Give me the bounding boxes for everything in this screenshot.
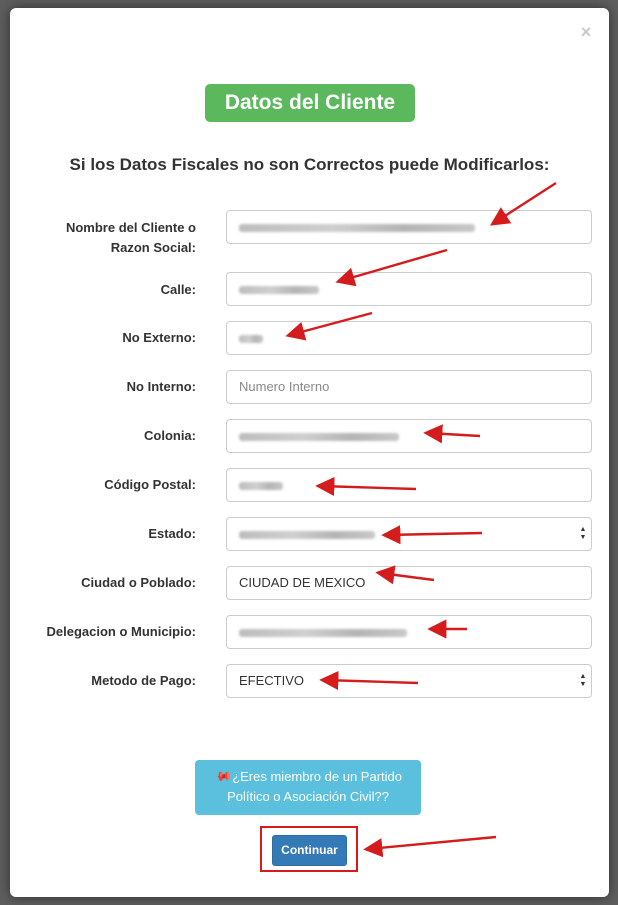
select-caret-icon: ▲ ▼ [579, 673, 587, 688]
client-data-modal [10, 8, 609, 897]
label-no-externo: No Externo: [122, 330, 196, 345]
no-interno-input[interactable] [226, 370, 592, 404]
label-estado: Estado: [148, 526, 196, 541]
delegacion-input[interactable] [226, 615, 592, 649]
ciudad-input[interactable] [226, 566, 592, 600]
label-codigo-postal: Código Postal: [104, 477, 196, 492]
redacted-value [239, 482, 283, 490]
pin-icon: 📌 [211, 765, 234, 788]
party-member-button[interactable] [195, 760, 421, 815]
redacted-value [239, 531, 375, 539]
colonia-input[interactable] [226, 419, 592, 453]
no-interno-placeholder: Numero Interno [239, 379, 330, 394]
redacted-value [239, 433, 399, 441]
label-nombre-line1: Nombre del Cliente o [65, 220, 196, 235]
no-externo-input[interactable] [226, 321, 592, 355]
ciudad-value: CIUDAD DE MEXICO [239, 575, 366, 590]
close-icon[interactable]: × [580, 22, 592, 42]
nombre-input[interactable] [226, 210, 592, 244]
redacted-value [239, 224, 475, 232]
party-button-line2: Político o Asociación Civil?? [227, 789, 389, 804]
redacted-value [239, 286, 319, 294]
modal-title: Datos del Cliente [205, 84, 415, 122]
modal-subtitle: Si los Datos Fiscales no son Correctos puede Modificarlos: [69, 155, 550, 174]
estado-select[interactable] [226, 517, 592, 551]
label-nombre [10, 218, 196, 258]
label-no-interno: No Interno: [126, 379, 196, 394]
party-button-line1: ¿Eres miembro de un Partido [232, 769, 402, 784]
redacted-value [239, 335, 263, 343]
select-caret-icon: ▲ ▼ [579, 526, 587, 541]
calle-input[interactable] [226, 272, 592, 306]
codigo-postal-input[interactable] [226, 468, 592, 502]
label-delegacion: Delegacion o Municipio: [46, 624, 196, 639]
label-colonia: Colonia: [144, 428, 196, 443]
metodo-pago-value: EFECTIVO [239, 673, 305, 688]
metodo-pago-select[interactable] [226, 664, 592, 698]
label-ciudad: Ciudad o Poblado: [81, 575, 196, 590]
label-nombre-line2: Razon Social: [110, 240, 196, 255]
redacted-value [239, 629, 407, 637]
continue-button[interactable]: Continuar [272, 835, 347, 866]
label-calle: Calle: [160, 282, 196, 297]
label-metodo-pago: Metodo de Pago: [91, 673, 196, 688]
